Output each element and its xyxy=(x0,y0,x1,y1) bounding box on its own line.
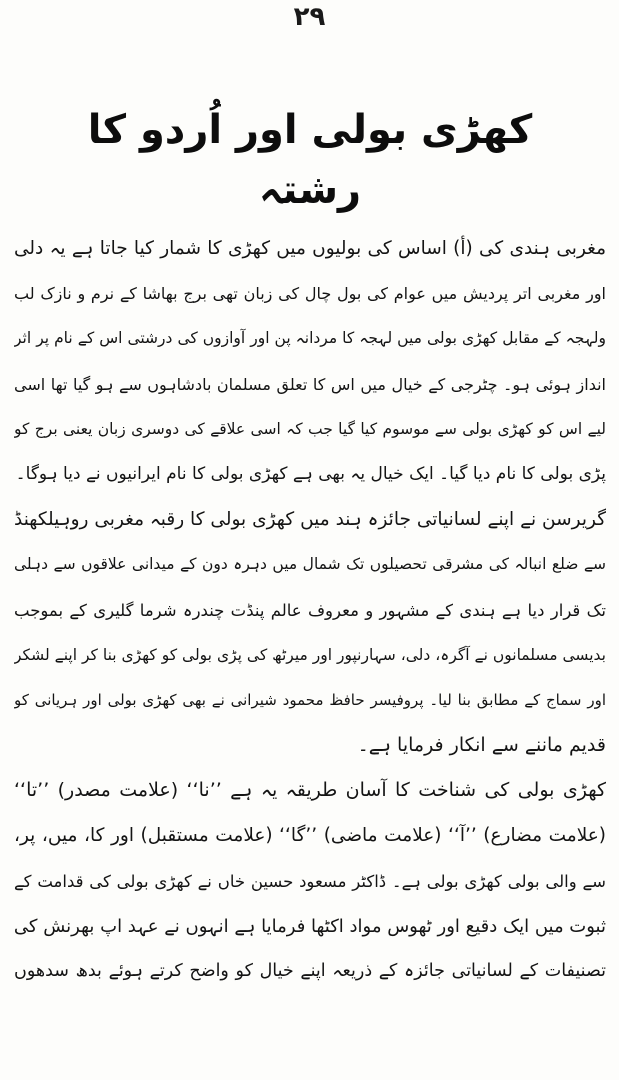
chapter-title: کھڑی بولی اور اُردو کا رشتہ xyxy=(87,107,533,213)
text-line: گریرسن نے اپنے لسانیاتی جائزہ ہند میں کھڑی بولی کا رقبہ مغربی روہیلکھنڈ xyxy=(14,509,606,531)
text-line: انداز ہوئی ہو۔ چٹرجی کے خیال میں اس کا تعلق مسلمان بادشاہوں سے ہو گیا تھا اسی xyxy=(14,374,606,394)
text-line: ثبوت میں ایک دقیع اور ٹھوس مواد اکٹھا فرمایا ہے انہوں نے عہد اپ بھرنش کی xyxy=(14,915,606,937)
page-number: ۲۹ xyxy=(293,2,326,32)
text-line: ولہجہ کے مقابل کھڑی بولی میں لہجہ کا مردانہ پن اور آوازوں کی درشتی اس کے نام پر اثر xyxy=(14,329,606,348)
text-line: قدیم ماننے سے انکار فرمایا ہے۔ xyxy=(357,734,606,757)
body-text xyxy=(14,226,606,994)
text-line: پڑی بولی کا نام دیا گیا۔ ایک خیال یہ بھی ہے کھڑی بولی کا نام ایرانیوں نے دیا ہوگا۔ xyxy=(15,463,606,484)
text-line: (علامت مضارع) ’’آ‘‘ (علامت ماضی) ’’گا‘‘ (علامت مستقبل) اور کا، میں، پر، xyxy=(14,825,606,847)
text-line: تصنیفات کے لسانیاتی جائزہ کے ذریعہ اپنے خیال کو واضح کرتے ہوئے بدھ سدھوں xyxy=(14,961,606,981)
text-line: بدیسی مسلمانوں نے آگرہ، دلی، سہارنپور اور میرٹھ کی پڑی بولی کو کھڑی بنا کر اپنے لشکر xyxy=(14,645,606,664)
text-line: لیے اس کو کھڑی بولی سے موسوم کیا گیا جب کہ اسی علاقے کی دوسری زبان یعنی برج کو xyxy=(14,419,606,438)
text-line: مغربی ہندی کی (أ) اساس کی بولیوں میں کھڑی کا شمار کیا جاتا ہے یہ دلی xyxy=(14,238,606,259)
text-line: سے ضلع انبالہ کی مشرقی تحصیلوں تک شمال میں دہرہ دون کے میدانی علاقوں سے دہلی xyxy=(14,555,606,574)
text-line: اور سماج کے مطابق بنا لیا۔ پروفیسر حافظ محمود شیرانی نے بھی کھڑی بولی اور ہریانی کو xyxy=(14,690,606,709)
text-line: کھڑی بولی کی شناخت کا آسان طریقہ یہ ہے ’’نا‘‘ (علامت مصدر) ’’تا‘‘ xyxy=(14,779,606,802)
text-line: تک قرار دیا ہے ہندی کے مشہور و معروف عالم پنڈت چندرہ شرما گلیری کے بموجب xyxy=(14,600,606,620)
text-line: اور مغربی اتر پردیش میں عوام کی بول چال کی زبان تھی برج بھاشا کے نرم و نازک لب xyxy=(14,284,606,304)
text-line: سے والی بولی کھڑی بولی ہے۔ ڈاکٹر مسعود حسین خاں نے کھڑی بولی کی قدامت کے xyxy=(14,871,606,891)
